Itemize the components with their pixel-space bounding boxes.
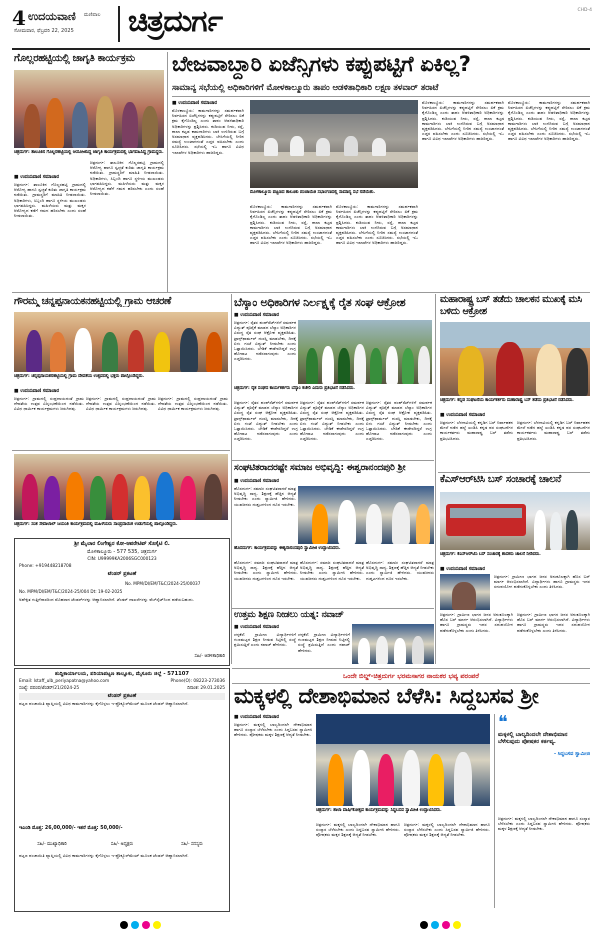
- bus-body-col1: ಚಿತ್ರದುರ್ಗ: ಬೆಳಗಾವಿಯಲ್ಲಿ ಕನ್ನಡಿಗ ಬಸ್ ನಿರ್ವಾಹಕನ ಮೇಲೆ ನಡೆದ ಹಲ್ಲೆ ಖಂಡಿಸಿ ಕನ್ನಡ ಪರ ಸಂಘಟನೆಗಳ ಕಾರ್ಯಕರ್ತರು ಮಹಾರಾಷ್ಟ್ರ ಬಸ್ ತಡೆದು ಪ್ರತಿಭಟಿಸಿದರು.: [440, 420, 513, 441]
- lead-body-col2: ಮೊಳಕಾಲ್ಮೂರು: ಕಾಮಗಾರಿಗಳನ್ನು ಸಮರ್ಪಕವಾಗಿ ನಿರ್ವಹಿಸದ ಏಜೆನ್ಸಿಗಳನ್ನು ಕಪ್ಪುಪಟ್ಟಿಗೆ ಸೇರಿಸಲು ಏಕೆ ಕ್ರಮ ಕೈಗೊಂಡಿಲ್ಲ ಎಂದು ತಾಪಂ ಆಡಳಿತಾಧಿಕಾರಿ ಅಧಿಕಾರಿಗಳನ್ನು ಪ್ರಶ್ನಿಸಿದರು. ಕುಡಿಯುವ ನೀರು, ರಸ್ತೆ, ಶಾಲಾ ಕಟ್ಟಡ ಕಾಮಗಾರಿಗಳು ಬಾಕಿ ಉಳಿದಿರುವ ಬಗ್ಗೆ ಅಸಮಾಧಾನ ವ್ಯಕ್ತಪಡಿಸಿದರು. ಬೇಸಿಗೆಯಲ್ಲಿ ನೀರಿನ ಸಮಸ್ಯೆ ಉಂಟಾಗದಂತೆ ಎಚ್ಚರ ವಹಿಸಬೇಕು ಎಂದು ಸೂಚಿಸಿದರು. ಸಭೆಯಲ್ಲಿ ಇಒ ಹಾಗೂ ವಿವಿಧ ಇಲಾಖೆಗಳ ಅಧಿಕಾರಿಗಳು ಹಾಜರಿದ್ದರು.: [250, 204, 332, 246]
- bottom-body-col1: ಚಿತ್ರದುರ್ಗ: ಮಕ್ಕಳಲ್ಲಿ ಬಾಲ್ಯದಿಂದಲೇ ದೇಶಾಭಿಮಾನ ಹಾಗೂ ಸಂಸ್ಕಾರ ಬೆಳೆಸಬೇಕು ಎಂದು ಸಿದ್ದಬಸವ ಸ್ವಾಮೀಜಿ ಹೇಳಿದರು. ಪೋಷಕರು ಮಕ್ಕಳ ಶಿಕ್ಷಣಕ್ಕೆ ಆದ್ಯತೆ ನೀಡಬೇಕು.: [234, 722, 312, 738]
- seer-body-col4: ಹೊಸದುರ್ಗ: ಸಮಾಜ ಸಂಘಟಿತರಾದರೆ ಮಾತ್ರ ಅಭಿವೃದ್ಧಿ ಸಾಧ್ಯ. ಶಿಕ್ಷಣಕ್ಕೆ ಹೆಚ್ಚಿನ ಆದ್ಯತೆ ನೀಡಬೇಕು ಎಂದು ಸ್ವಾಮೀಜಿ ಹೇಳಿದರು. ಯುವಜನರು ದುಶ್ಚಟಗಳಿಂದ ದೂರ ಇರಬೇಕು.: [366, 560, 434, 581]
- bus-service-body-col2: ಚಿತ್ರದುರ್ಗ: ಗ್ರಾಮೀಣ ಭಾಗದ ಜನರ ಅನುಕೂಲಕ್ಕಾಗಿ ಹೊಸ ಬಸ್ ಮಾರ್ಗ ಆರಂಭಿಸಲಾಗಿದೆ. ವಿದ್ಯಾರ್ಥಿಗಳು ಹಾಗೂ ಗ್ರಾಮಸ್ಥರು ಇದರ ಸದುಪಯೋಗ ಪಡೆದುಕೊಳ್ಳಬೇಕು ಎಂದು ತಿಳಿಸಿದರು.: [440, 612, 513, 633]
- farmers-byline: ■ ಉದಯವಾಣಿ ಸಮಾಚಾರ: [234, 313, 280, 318]
- seer-caption: ಹೊಸದುರ್ಗ: ಕಾರ್ಯಕ್ರಮವನ್ನು ಈಶ್ವರಾನಂದಪುರಿ ಸ್ವಾಮೀಜಿ ಉದ್ಘಾಟಿಸಿದರು.: [234, 546, 341, 551]
- left-top-headline: ಗೊಲ್ಲರಹಟ್ಟಿಯಲ್ಲಿ ಜಾಗೃತಿ ಕಾರ್ಯಕ್ರಮ: [14, 53, 135, 64]
- quote-author: - ಸಿದ್ದಬಸವ ಸ್ವಾಮೀಜಿ: [553, 750, 590, 757]
- bus-service-byline: ■ ಉದಯವಾಣಿ ಸಮಾಚಾರ: [440, 567, 486, 572]
- notice-one-sub: ಮೊಳಕಾಲ್ಮೂರು - 577 535, ಚಿತ್ರದುರ್ಗ: [87, 549, 157, 555]
- column-rule: [494, 714, 495, 908]
- education-headline: ಉತ್ತಮ ಶಿಕ್ಷಣ ನೀಡಲು ಯತ್ನ: ನವಾಜ್: [234, 610, 344, 620]
- lead-headline: ಬೇಜವಾಬ್ದಾರಿ ಏಜೆನ್ಸಿಗಳು ಕಪ್ಪುಪಟ್ಟಿಗೆ ಏಕಿಲ್ಲ?: [172, 52, 471, 76]
- bus-service-photo-2: [440, 574, 490, 610]
- bus-headline: ಮಹಾರಾಷ್ಟ್ರ ಬಸ್ ತಡೆದು ಚಾಲಕನ ಮುಖಕ್ಕೆ ಮಸಿ ಬಳಿದು ಆಕ್ರೋಶ: [440, 294, 582, 317]
- farmers-body-col1: ಚಿತ್ರದುರ್ಗ: ರೈತರ ಪಂಪ್‌ಸೆಟ್‌ಗಳಿಗೆ ಸಮರ್ಪಕ ವಿದ್ಯುತ್ ಪೂರೈಕೆ ಮಾಡದ ಬೆಸ್ಕಾಂ ಅಧಿಕಾರಿಗಳ ವಿರುದ್ಧ ರೈತ ಸಂಘ ಆಕ್ರೋಶ ವ್ಯಕ್ತಪಡಿಸಿತು. ಟ್ರಾನ್ಸ್‌ಫಾರ್ಮರ್ ದುರಸ್ತಿ ಮಾಡಬೇಕು, ದಿನಕ್ಕೆ ಏಳು ಗಂಟೆ ವಿದ್ಯುತ್ ನೀಡಬೇಕು ಎಂದು ಒತ್ತಾಯಿಸಿದರು. ಬೇಡಿಕೆ ಈಡೇರದಿದ್ದರೆ ಉಗ್ರ ಹೋರಾಟ ನಡೆಸಲಾಗುವುದು ಎಂದು ಎಚ್ಚರಿಸಿದರು.: [234, 320, 296, 362]
- education-body-col1: ಚಳ್ಳಕೆರೆ: ಗ್ರಾಮೀಣ ವಿದ್ಯಾರ್ಥಿಗಳಿಗೆ ಗುಣಮಟ್ಟದ ಶಿಕ್ಷಣ ನೀಡುವ ನಿಟ್ಟಿನಲ್ಲಿ ಸಂಸ್ಥೆ ಶ್ರಮಿಸುತ್ತಿದೆ ಎಂದು ನವಾಜ್ ಹೇಳಿದರು.: [234, 632, 296, 648]
- notice-two-title: ಶುದ್ದಿಕಾರ್ಯಾಲಯ, ಪರಿಯಾಪಟ್ಟಣ ತಾಲ್ಲೂಕು, ಮೈಸೂರು ಜಿಲ್ಲೆ - 571107: [55, 671, 189, 677]
- seer-headline: ಸಂಘಟಿತರಾದರಷ್ಟೇ ಸಮಾಜ ಅಭಿವೃದ್ಧಿ: ಈಶ್ವರಾನಂದಪುರಿ ಶ್ರೀ: [234, 462, 406, 473]
- tender-notice-one: [14, 538, 230, 666]
- lead-body-col4: ಮೊಳಕಾಲ್ಮೂರು: ಕಾಮಗಾರಿಗಳನ್ನು ಸಮರ್ಪಕವಾಗಿ ನಿರ್ವಹಿಸದ ಏಜೆನ್ಸಿಗಳನ್ನು ಕಪ್ಪುಪಟ್ಟಿಗೆ ಸೇರಿಸಲು ಏಕೆ ಕ್ರಮ ಕೈಗೊಂಡಿಲ್ಲ ಎಂದು ತಾಪಂ ಆಡಳಿತಾಧಿಕಾರಿ ಅಧಿಕಾರಿಗಳನ್ನು ಪ್ರಶ್ನಿಸಿದರು. ಕುಡಿಯುವ ನೀರು, ರಸ್ತೆ, ಶಾಲಾ ಕಟ್ಟಡ ಕಾಮಗಾರಿಗಳು ಬಾಕಿ ಉಳಿದಿರುವ ಬಗ್ಗೆ ಅಸಮಾಧಾನ ವ್ಯಕ್ತಪಡಿಸಿದರು. ಬೇಸಿಗೆಯಲ್ಲಿ ನೀರಿನ ಸಮಸ್ಯೆ ಉಂಟಾಗದಂತೆ ಎಚ್ಚರ ವಹಿಸಬೇಕು ಎಂದು ಸೂಚಿಸಿದರು. ಸಭೆಯಲ್ಲಿ ಇಒ ಹಾಗೂ ವಿವಿಧ ಇಲಾಖೆಗಳ ಅಧಿಕಾರಿಗಳು ಹಾಜರಿದ್ದರು.: [422, 100, 504, 142]
- notice-two-heading: ಟೆಂಡರ್ ಪ್ರಕಟಣೆ: [19, 693, 225, 700]
- masthead-rule: [12, 48, 590, 50]
- bus-caption: ಚಿತ್ರದುರ್ಗ: ಕನ್ನಡ ಸಂಘಟನೆಯ ಕಾರ್ಯಕರ್ತರು ಮಹಾರಾಷ್ಟ್ರ ಬಸ್ ತಡೆದು ಪ್ರತಿಭಟನೆ ನಡೆಸಿದರು.: [440, 398, 574, 403]
- column-rule: [167, 52, 168, 292]
- education-body-col2: ಚಳ್ಳಕೆರೆ: ಗ್ರಾಮೀಣ ವಿದ್ಯಾರ್ಥಿಗಳಿಗೆ ಗುಣಮಟ್ಟದ ಶಿಕ್ಷಣ ನೀಡುವ ನಿಟ್ಟಿನಲ್ಲಿ ಸಂಸ್ಥೆ ಶ್ರಮಿಸುತ್ತಿದೆ ಎಂದು ನವಾಜ್ ಹೇಳಿದರು.: [298, 632, 350, 653]
- notice-two-footer: ಪಟ್ಟಣ ಪಂಚಾಯಿತಿ ವ್ಯಾಪ್ತಿಯಲ್ಲಿ ವಿವಿಧ ಕಾಮಗಾರಿಗಳನ್ನು ಕೈಗೊಳ್ಳಲು ಇ-ಪ್ರೊಕ್ಯೂರ್‌ಮೆಂಟ್ ಮೂಲಕ ಟೆಂಡರ್ ಆಹ್ವಾನಿಸಲಾಗಿದೆ.: [19, 853, 189, 858]
- bus-service-photo: [440, 492, 590, 550]
- farmers-body-col4: ಚಿತ್ರದುರ್ಗ: ರೈತರ ಪಂಪ್‌ಸೆಟ್‌ಗಳಿಗೆ ಸಮರ್ಪಕ ವಿದ್ಯುತ್ ಪೂರೈಕೆ ಮಾಡದ ಬೆಸ್ಕಾಂ ಅಧಿಕಾರಿಗಳ ವಿರುದ್ಧ ರೈತ ಸಂಘ ಆಕ್ರೋಶ ವ್ಯಕ್ತಪಡಿಸಿತು. ಟ್ರಾನ್ಸ್‌ಫಾರ್ಮರ್ ದುರಸ್ತಿ ಮಾಡಬೇಕು, ದಿನಕ್ಕೆ ಏಳು ಗಂಟೆ ವಿದ್ಯುತ್ ನೀಡಬೇಕು ಎಂದು ಒತ್ತಾಯಿಸಿದರು. ಬೇಡಿಕೆ ಈಡೇರದಿದ್ದರೆ ಉಗ್ರ ಹೋರಾಟ ನಡೆಸಲಾಗುವುದು ಎಂದು ಎಚ್ಚರಿಸಿದರು.: [366, 400, 432, 442]
- notice-one-ref1: No. MPM/DI/EM/T&C/2024-25/00037: [125, 581, 201, 586]
- bus-photo: [440, 322, 590, 396]
- notice-two-sign-3: ಸಹಿ/- ಸದಸ್ಯರು: [181, 842, 203, 847]
- farmers-photo: [298, 320, 432, 384]
- lead-body-col5: ಮೊಳಕಾಲ್ಮೂರು: ಕಾಮಗಾರಿಗಳನ್ನು ಸಮರ್ಪಕವಾಗಿ ನಿರ್ವಹಿಸದ ಏಜೆನ್ಸಿಗಳನ್ನು ಕಪ್ಪುಪಟ್ಟಿಗೆ ಸೇರಿಸಲು ಏಕೆ ಕ್ರಮ ಕೈಗೊಂಡಿಲ್ಲ ಎಂದು ತಾಪಂ ಆಡಳಿತಾಧಿಕಾರಿ ಅಧಿಕಾರಿಗಳನ್ನು ಪ್ರಶ್ನಿಸಿದರು. ಕುಡಿಯುವ ನೀರು, ರಸ್ತೆ, ಶಾಲಾ ಕಟ್ಟಡ ಕಾಮಗಾರಿಗಳು ಬಾಕಿ ಉಳಿದಿರುವ ಬಗ್ಗೆ ಅಸಮಾಧಾನ ವ್ಯಕ್ತಪಡಿಸಿದರು. ಬೇಸಿಗೆಯಲ್ಲಿ ನೀರಿನ ಸಮಸ್ಯೆ ಉಂಟಾಗದಂತೆ ಎಚ್ಚರ ವಹಿಸಬೇಕು ಎಂದು ಸೂಚಿಸಿದರು. ಸಭೆಯಲ್ಲಿ ಇಒ ಹಾಗೂ ವಿವಿಧ ಇಲಾಖೆಗಳ ಅಧಿಕಾರಿಗಳು ಹಾಜರಿದ್ದರು.: [508, 100, 590, 142]
- notice-two-date: ದಿನಾಂಕ: 29.01.2025: [187, 686, 225, 691]
- bottom-body-col3: ಚಿತ್ರದುರ್ಗ: ಮಕ್ಕಳಲ್ಲಿ ಬಾಲ್ಯದಿಂದಲೇ ದೇಶಾಭಿಮಾನ ಹಾಗೂ ಸಂಸ್ಕಾರ ಬೆಳೆಸಬೇಕು ಎಂದು ಸಿದ್ದಬಸವ ಸ್ವಾಮೀಜಿ ಹೇಳಿದರು. ಪೋಷಕರು ಮಕ್ಕಳ ಶಿಕ್ಷಣಕ್ಕೆ ಆದ್ಯತೆ ನೀಡಬೇಕು.: [404, 822, 490, 838]
- right-rule-2: [438, 472, 590, 473]
- notice-one-signature: ಸಹಿ/- ಆಡಳಿತಾಧಿಕಾರಿ: [194, 654, 225, 659]
- notice-one-cin: CIN: U99999KA2006SGC000123: [87, 557, 157, 562]
- page-number: 4: [12, 6, 26, 30]
- bottom-byline: ■ ಉದಯವಾಣಿ ಸಮಾಚಾರ: [234, 715, 280, 720]
- quote-box: [498, 712, 590, 812]
- left-top-photo: [14, 70, 164, 148]
- farmers-body-col2: ಚಿತ್ರದುರ್ಗ: ರೈತರ ಪಂಪ್‌ಸೆಟ್‌ಗಳಿಗೆ ಸಮರ್ಪಕ ವಿದ್ಯುತ್ ಪೂರೈಕೆ ಮಾಡದ ಬೆಸ್ಕಾಂ ಅಧಿಕಾರಿಗಳ ವಿರುದ್ಧ ರೈತ ಸಂಘ ಆಕ್ರೋಶ ವ್ಯಕ್ತಪಡಿಸಿತು. ಟ್ರಾನ್ಸ್‌ಫಾರ್ಮರ್ ದುರಸ್ತಿ ಮಾಡಬೇಕು, ದಿನಕ್ಕೆ ಏಳು ಗಂಟೆ ವಿದ್ಯುತ್ ನೀಡಬೇಕು ಎಂದು ಒತ್ತಾಯಿಸಿದರು. ಬೇಡಿಕೆ ಈಡೇರದಿದ್ದರೆ ಉಗ್ರ ಹೋರಾಟ ನಡೆಸಲಾಗುವುದು ಎಂದು ಎಚ್ಚರಿಸಿದರು.: [234, 400, 298, 442]
- seer-byline: ■ ಉದಯವಾಣಿ ಸಮಾಚಾರ: [234, 479, 280, 484]
- seer-body-col1: ಹೊಸದುರ್ಗ: ಸಮಾಜ ಸಂಘಟಿತರಾದರೆ ಮಾತ್ರ ಅಭಿವೃದ್ಧಿ ಸಾಧ್ಯ. ಶಿಕ್ಷಣಕ್ಕೆ ಹೆಚ್ಚಿನ ಆದ್ಯತೆ ನೀಡಬೇಕು ಎಂದು ಸ್ವಾಮೀಜಿ ಹೇಳಿದರು. ಯುವಜನರು ದುಶ್ಚಟಗಳಿಂದ ದೂರ ಇರಬೇಕು.: [234, 486, 296, 507]
- chinnappa-caption: ಚಿತ್ರದುರ್ಗ: ಚನ್ನಪ್ಪನಾಯಕನಹಟ್ಟಿಯಲ್ಲಿ ಗ್ರಾಮ ದೇವತೆಯ ಉತ್ಸವದಲ್ಲಿ ಭಕ್ತರು ಪಾಲ್ಗೊಂಡಿದ್ದರು.: [14, 374, 145, 379]
- column-rule: [435, 294, 436, 308]
- section-rule-1: [12, 292, 590, 293]
- notice-two-sign-2: ಸಹಿ/- ಅಧ್ಯಕ್ಷರು: [110, 842, 134, 847]
- quote-text: ಮಕ್ಕಳಲ್ಲಿ ಬಾಲ್ಯದಿಂದಲೇ ದೇಶಾಭಿಮಾನ ಬೆಳೆಸುವುದು ಪೋಷಕರ ಕರ್ತವ್ಯ.: [498, 732, 568, 746]
- left-top-body: ಚಿತ್ರದುರ್ಗ: ತಾಲೂಕಿನ ಗೊಲ್ಲರಹಟ್ಟಿ ಗ್ರಾಮದಲ್ಲಿ ಆರೋಗ್ಯ ಹಾಗೂ ಸ್ವಚ್ಛತೆ ಕುರಿತು ಜಾಗೃತಿ ಕಾರ್ಯಕ್ರಮ ನಡೆಯಿತು. ಗ್ರಾಮಸ್ಥರಿಗೆ ಮಾಹಿತಿ ನೀಡಲಾಯಿತು. ಅಧಿಕಾರಿಗಳು, ಸಿಬ್ಬಂದಿ ಹಾಗೂ ಸ್ಥಳೀಯ ಮುಖಂಡರು ಭಾಗವಹಿಸಿದ್ದರು. ಮಹಿಳೆಯರು ಮತ್ತು ಮಕ್ಕಳ ಆರೋಗ್ಯದ ಕಡೆಗೆ ಗಮನ ಹರಿಸಬೇಕು ಎಂದು ಸಲಹೆ ನೀಡಲಾಯಿತು.: [14, 182, 86, 219]
- left-top-byline: ■ ಉದಯವಾಣಿ ಸಮಾಚಾರ: [14, 175, 60, 180]
- paper-name: ಉದಯವಾಣಿ: [28, 10, 76, 23]
- tender-notice-two: [14, 668, 230, 912]
- bottom-headline: ಮಕ್ಕಳಲ್ಲಿ ದೇಶಾಭಿಮಾನ ಬೆಳೆಸಿ: ಸಿದ್ದಬಸವ ಶ್ರೀ: [234, 684, 539, 708]
- masthead: [12, 6, 592, 46]
- notice-one-heading: ಟೆಂಡರ್ ಪ್ರಕಟಣೆ: [107, 571, 137, 577]
- edition-label: ಮಣಿಪಾಲ: [84, 12, 101, 18]
- seer-body-col2: ಹೊಸದುರ್ಗ: ಸಮಾಜ ಸಂಘಟಿತರಾದರೆ ಮಾತ್ರ ಅಭಿವೃದ್ಧಿ ಸಾಧ್ಯ. ಶಿಕ್ಷಣಕ್ಕೆ ಹೆಚ್ಚಿನ ಆದ್ಯತೆ ನೀಡಬೇಕು ಎಂದು ಸ್ವಾಮೀಜಿ ಹೇಳಿದರು. ಯುವಜನರು ದುಶ್ಚಟಗಳಿಂದ ದೂರ ಇರಬೇಕು.: [234, 560, 298, 581]
- center-rule-2: [232, 460, 434, 461]
- notice-two-phone: Phone(O): 08223-273036: [170, 679, 225, 684]
- bottom-body-col2: ಚಿತ್ರದುರ್ಗ: ಮಕ್ಕಳಲ್ಲಿ ಬಾಲ್ಯದಿಂದಲೇ ದೇಶಾಭಿಮಾನ ಹಾಗೂ ಸಂಸ್ಕಾರ ಬೆಳೆಸಬೇಕು ಎಂದು ಸಿದ್ದಬಸವ ಸ್ವಾಮೀಜಿ ಹೇಳಿದರು. ಪೋಷಕರು ಮಕ್ಕಳ ಶಿಕ್ಷಣಕ್ಕೆ ಆದ್ಯತೆ ನೀಡಬೇಕು.: [316, 822, 400, 838]
- notice-two-body: ಪಟ್ಟಣ ಪಂಚಾಯಿತಿ ವ್ಯಾಪ್ತಿಯಲ್ಲಿ ವಿವಿಧ ಕಾಮಗಾರಿಗಳನ್ನು ಕೈಗೊಳ್ಳಲು ಇ-ಪ್ರೊಕ್ಯೂರ್‌ಮೆಂಟ್ ಮೂಲಕ ಟೆಂಡರ್ ಆಹ್ವಾನಿಸಲಾಗಿದೆ.: [19, 701, 189, 706]
- banner-strip-text: ಒಂದೇ ಬಿಲ್ಡ್-ಚಿತ್ರದುರ್ಗ ಭರಮಸಾಗರ ನಾಯಕರ ಭವ್ಯ ಪರಂಪರೆ: [342, 672, 480, 680]
- lead-subhead: ಸಾಮಾನ್ಯ ಸಭೆಯಲ್ಲಿ ಅಧಿಕಾರಿಗಳಿಗೆ ಮೋಳಕಾಲ್ಮೂರು ತಾಪಂ ಆಡಳಿತಾಧಿಕಾರಿ ಲಕ್ಷ್ಮಣ ತಳವಾರ್ ತರಾಟೆ: [172, 82, 439, 92]
- lead-body-col1: ಮೊಳಕಾಲ್ಮೂರು: ಕಾಮಗಾರಿಗಳನ್ನು ಸಮರ್ಪಕವಾಗಿ ನಿರ್ವಹಿಸದ ಏಜೆನ್ಸಿಗಳನ್ನು ಕಪ್ಪುಪಟ್ಟಿಗೆ ಸೇರಿಸಲು ಏಕೆ ಕ್ರಮ ಕೈಗೊಂಡಿಲ್ಲ ಎಂದು ತಾಪಂ ಆಡಳಿತಾಧಿಕಾರಿ ಅಧಿಕಾರಿಗಳನ್ನು ಪ್ರಶ್ನಿಸಿದರು. ಕುಡಿಯುವ ನೀರು, ರಸ್ತೆ, ಶಾಲಾ ಕಟ್ಟಡ ಕಾಮಗಾರಿಗಳು ಬಾಕಿ ಉಳಿದಿರುವ ಬಗ್ಗೆ ಅಸಮಾಧಾನ ವ್ಯಕ್ತಪಡಿಸಿದರು. ಬೇಸಿಗೆಯಲ್ಲಿ ನೀರಿನ ಸಮಸ್ಯೆ ಉಂಟಾಗದಂತೆ ಎಚ್ಚರ ವಹಿಸಬೇಕು ಎಂದು ಸೂಚಿಸಿದರು. ಸಭೆಯಲ್ಲಿ ಇಒ ಹಾಗೂ ವಿವಿಧ ಇಲಾಖೆಗಳ ಅಧಿಕಾರಿಗಳು ಹಾಜರಿದ್ದರು.: [172, 108, 244, 155]
- date-line: ಸೋಮವಾರ, ಫೆಬ್ರವರಿ 22, 2025: [14, 28, 74, 34]
- center-rule-3: [232, 608, 434, 609]
- quote-mark-icon: ❝: [498, 712, 508, 733]
- lead-rule: [172, 96, 590, 97]
- education-photo: [352, 624, 434, 664]
- masthead-divider: [118, 6, 120, 42]
- notice-two-ref: ಸಂಖ್ಯೆ: ಪಪಂಪ/ಟೆಂಡರ್/21/2024-25: [19, 686, 80, 691]
- lead-byline: ■ ಉದಯವಾಣಿ ಸಮಾಚಾರ: [172, 101, 218, 106]
- notice-two-email: Email: lstaff_ulb_periyapatna@yahoo.com: [19, 679, 110, 684]
- farmers-caption: ಚಿತ್ರದುರ್ಗ: ರೈತ ಸಂಘದ ಕಾರ್ಯಕರ್ತರು ಬೆಸ್ಕಾಂ ಕಚೇರಿ ಎದುರು ಪ್ರತಿಭಟನೆ ನಡೆಸಿದರು.: [234, 386, 355, 391]
- chinnappa-byline: ■ ಉದಯವಾಣಿ ಸಮಾಚಾರ: [14, 389, 60, 394]
- bus-service-caption: ಚಿತ್ರದುರ್ಗ: ಕೆಎಸ್‌ಆರ್‌ಟಿಸಿ ಬಸ್ ಸಂಚಾರಕ್ಕೆ ಶಾಸಕರು ಚಾಲನೆ ನೀಡಿದರು.: [440, 552, 541, 557]
- notice-one-body: ಅಪೇಕ್ಷಿತ ಗುತ್ತಿಗೆದಾರರಿಂದ ಮೊಹರಾದ ಟೆಂಡರ್‌ಗಳನ್ನು ಆಹ್ವಾನಿಸಲಾಗಿದೆ. ಟೆಂಡರ್ ದಾಖಲೆಗಳನ್ನು ವೆಬ್‌ಸೈಟ್‌ನಿಂದ ಪಡೆಯಬಹುದು.: [19, 597, 195, 602]
- column-rule: [435, 308, 436, 664]
- chinnappa-headline: ಗೌರಮ್ಮ ಚನ್ನಪ್ಪನಾಯಕನಹಟ್ಟಿಯಲ್ಲಿ ಗ್ರಾಮ ಆಚರಣೆ: [14, 296, 171, 307]
- chinnappa-photo: [14, 312, 228, 372]
- notice-one-title: ಶ್ರೀ ಮೈಲಾರ ಲಿಂಗೇಶ್ವರ ಕೋ-ಆಪರೇಟಿವ್ ಸೊಸೈಟಿ ಲಿ.: [74, 541, 170, 547]
- bus-service-headline: ಕೆಎಸ್‌ಆರ್‌ಟಿಸಿ ಬಸ್ ಸಂಚಾರಕ್ಕೆ ಚಾಲನೆ: [440, 474, 561, 485]
- bottom-caption: ಚಿತ್ರದುರ್ಗ: ಶಾಲಾ ವಾರ್ಷಿಕೋತ್ಸವ ಕಾರ್ಯಕ್ರಮವನ್ನು ಸಿದ್ದಬಸವ ಸ್ವಾಮೀಜಿ ಉದ್ಘಾಟಿಸಿದರು.: [316, 808, 442, 813]
- farmers-body-col3: ಚಿತ್ರದುರ್ಗ: ರೈತರ ಪಂಪ್‌ಸೆಟ್‌ಗಳಿಗೆ ಸಮರ್ಪಕ ವಿದ್ಯುತ್ ಪೂರೈಕೆ ಮಾಡದ ಬೆಸ್ಕಾಂ ಅಧಿಕಾರಿಗಳ ವಿರುದ್ಧ ರೈತ ಸಂಘ ಆಕ್ರೋಶ ವ್ಯಕ್ತಪಡಿಸಿತು. ಟ್ರಾನ್ಸ್‌ಫಾರ್ಮರ್ ದುರಸ್ತಿ ಮಾಡಬೇಕು, ದಿನಕ್ಕೆ ಏಳು ಗಂಟೆ ವಿದ್ಯುತ್ ನೀಡಬೇಕು ಎಂದು ಒತ್ತಾಯಿಸಿದರು. ಬೇಡಿಕೆ ಈಡೇರದಿದ್ದರೆ ಉಗ್ರ ಹೋರಾಟ ನಡೆಸಲಾಗುವುದು ಎಂದು ಎಚ್ಚರಿಸಿದರು.: [300, 400, 364, 442]
- lead-caption: ಮೊಳಕಾಲ್ಮೂರು ಪಟ್ಟಣದ ತಾಲೂಕು ಪಂಚಾಯಿತಿ ಸಭಾಂಗಣದಲ್ಲಿ ಸಾಮಾನ್ಯ ಸಭೆ ನಡೆಯಿತು.: [250, 190, 375, 195]
- left-rule-2: [12, 450, 230, 451]
- chinnappa-body-col1: ಚಿತ್ರದುರ್ಗ: ಗ್ರಾಮದಲ್ಲಿ ಸಂಪ್ರದಾಯದಂತೆ ಗ್ರಾಮ ದೇವತೆಯ ಉತ್ಸವ ವಿಜೃಂಭಣೆಯಿಂದ ನಡೆಯಿತು. ವಿವಿಧ ಧಾರ್ಮಿಕ ಕಾರ್ಯಕ್ರಮಗಳು ಜರುಗಿದವು.: [14, 396, 84, 412]
- chinnappa-body-col3: ಚಿತ್ರದುರ್ಗ: ಗ್ರಾಮದಲ್ಲಿ ಸಂಪ್ರದಾಯದಂತೆ ಗ್ರಾಮ ದೇವತೆಯ ಉತ್ಸವ ವಿಜೃಂಭಣೆಯಿಂದ ನಡೆಯಿತು. ವಿವಿಧ ಧಾರ್ಮಿಕ ಕಾರ್ಯಕ್ರಮಗಳು ಜರುಗಿದವು.: [158, 396, 228, 412]
- notice-two-sign-1: ಸಹಿ/- ಮುಖ್ಯಾಧಿಕಾರಿ: [37, 842, 67, 847]
- bottom-body-col4: ಚಿತ್ರದುರ್ಗ: ಮಕ್ಕಳಲ್ಲಿ ಬಾಲ್ಯದಿಂದಲೇ ದೇಶಾಭಿಮಾನ ಹಾಗೂ ಸಂಸ್ಕಾರ ಬೆಳೆಸಬೇಕು ಎಂದು ಸಿದ್ದಬಸವ ಸ್ವಾಮೀಜಿ ಹೇಳಿದರು. ಪೋಷಕರು ಮಕ್ಕಳ ಶಿಕ್ಷಣಕ್ಕೆ ಆದ್ಯತೆ ನೀಡಬೇಕು.: [498, 816, 590, 832]
- bottom-photo: [316, 714, 490, 806]
- notice-one-phone: Phone: +919448218708: [19, 564, 72, 569]
- banner-strip: [232, 668, 590, 684]
- lead-body-col3: ಮೊಳಕಾಲ್ಮೂರು: ಕಾಮಗಾರಿಗಳನ್ನು ಸಮರ್ಪಕವಾಗಿ ನಿರ್ವಹಿಸದ ಏಜೆನ್ಸಿಗಳನ್ನು ಕಪ್ಪುಪಟ್ಟಿಗೆ ಸೇರಿಸಲು ಏಕೆ ಕ್ರಮ ಕೈಗೊಂಡಿಲ್ಲ ಎಂದು ತಾಪಂ ಆಡಳಿತಾಧಿಕಾರಿ ಅಧಿಕಾರಿಗಳನ್ನು ಪ್ರಶ್ನಿಸಿದರು. ಕುಡಿಯುವ ನೀರು, ರಸ್ತೆ, ಶಾಲಾ ಕಟ್ಟಡ ಕಾಮಗಾರಿಗಳು ಬಾಕಿ ಉಳಿದಿರುವ ಬಗ್ಗೆ ಅಸಮಾಧಾನ ವ್ಯಕ್ತಪಡಿಸಿದರು. ಬೇಸಿಗೆಯಲ್ಲಿ ನೀರಿನ ಸಮಸ್ಯೆ ಉಂಟಾಗದಂತೆ ಎಚ್ಚರ ವಹಿಸಬೇಕು ಎಂದು ಸೂಚಿಸಿದರು. ಸಭೆಯಲ್ಲಿ ಇಒ ಹಾಗೂ ವಿವಿಧ ಇಲಾಖೆಗಳ ಅಧಿಕಾರಿಗಳು ಹಾಜರಿದ್ದರು.: [336, 204, 418, 246]
- notice-one-ref2: No. MPM/DI/EM/T&C/2024-25/004 Dt: 19-02-2025: [19, 589, 123, 594]
- corner-code: CHD-4: [577, 8, 592, 13]
- notice-two-emd: ಇಎಂಡಿ ಮೊತ್ತ: 26,00,000/- ಇತರೆ ಮೊತ್ತ: 50,000/-: [19, 826, 123, 831]
- registration-marks: [420, 914, 464, 933]
- farmers-headline: ಬೆಸ್ಕಾಂ ಅಧಿಕಾರಿಗಳ ನಿರ್ಲಕ್ಷ್ಯಕ್ಕೆ ರೈತ ಸಂಘ ಆಕ್ರೋಶ: [234, 296, 406, 309]
- left-third-caption: ಚಿತ್ರದುರ್ಗ: ಸಂತ ಸೇವಾಲಾಲ್ ಜಯಂತಿ ಕಾರ್ಯಕ್ರಮದಲ್ಲಿ ಮಹಿಳೆಯರು ಸಾಂಪ್ರದಾಯಿಕ ಉಡುಗೆಯಲ್ಲಿ ಪಾಲ್ಗೊಂಡಿದ್ದರು.: [14, 522, 178, 527]
- seer-photo: [298, 486, 434, 544]
- left-top-body-col2: ಚಿತ್ರದುರ್ಗ: ತಾಲೂಕಿನ ಗೊಲ್ಲರಹಟ್ಟಿ ಗ್ರಾಮದಲ್ಲಿ ಆರೋಗ್ಯ ಹಾಗೂ ಸ್ವಚ್ಛತೆ ಕುರಿತು ಜಾಗೃತಿ ಕಾರ್ಯಕ್ರಮ ನಡೆಯಿತು. ಗ್ರಾಮಸ್ಥರಿಗೆ ಮಾಹಿತಿ ನೀಡಲಾಯಿತು. ಅಧಿಕಾರಿಗಳು, ಸಿಬ್ಬಂದಿ ಹಾಗೂ ಸ್ಥಳೀಯ ಮುಖಂಡರು ಭಾಗವಹಿಸಿದ್ದರು. ಮಹಿಳೆಯರು ಮತ್ತು ಮಕ್ಕಳ ಆರೋಗ್ಯದ ಕಡೆಗೆ ಗಮನ ಹರಿಸಬೇಕು ಎಂದು ಸಲಹೆ ನೀಡಲಾಯಿತು.: [90, 160, 164, 197]
- bus-byline: ■ ಉದಯವಾಣಿ ಸಮಾಚಾರ: [440, 413, 486, 418]
- registration-marks: [120, 914, 164, 933]
- bus-body-col2: ಚಿತ್ರದುರ್ಗ: ಬೆಳಗಾವಿಯಲ್ಲಿ ಕನ್ನಡಿಗ ಬಸ್ ನಿರ್ವಾಹಕನ ಮೇಲೆ ನಡೆದ ಹಲ್ಲೆ ಖಂಡಿಸಿ ಕನ್ನಡ ಪರ ಸಂಘಟನೆಗಳ ಕಾರ್ಯಕರ್ತರು ಮಹಾರಾಷ್ಟ್ರ ಬಸ್ ತಡೆದು ಪ್ರತಿಭಟಿಸಿದರು.: [517, 420, 590, 441]
- bus-service-body-col3: ಚಿತ್ರದುರ್ಗ: ಗ್ರಾಮೀಣ ಭಾಗದ ಜನರ ಅನುಕೂಲಕ್ಕಾಗಿ ಹೊಸ ಬಸ್ ಮಾರ್ಗ ಆರಂಭಿಸಲಾಗಿದೆ. ವಿದ್ಯಾರ್ಥಿಗಳು ಹಾಗೂ ಗ್ರಾಮಸ್ಥರು ಇದರ ಸದುಪಯೋಗ ಪಡೆದುಕೊಳ್ಳಬೇಕು ಎಂದು ತಿಳಿಸಿದರು.: [517, 612, 590, 633]
- education-byline: ■ ಉದಯವಾಣಿ ಸಮಾಚಾರ: [234, 625, 280, 630]
- bus-service-body-col1: ಚಿತ್ರದುರ್ಗ: ಗ್ರಾಮೀಣ ಭಾಗದ ಜನರ ಅನುಕೂಲಕ್ಕಾಗಿ ಹೊಸ ಬಸ್ ಮಾರ್ಗ ಆರಂಭಿಸಲಾಗಿದೆ. ವಿದ್ಯಾರ್ಥಿಗಳು ಹಾಗೂ ಗ್ರಾಮಸ್ಥರು ಇದರ ಸದುಪಯೋಗ ಪಡೆದುಕೊಳ್ಳಬೇಕು ಎಂದು ತಿಳಿಸಿದರು.: [494, 574, 590, 590]
- left-third-photo: [14, 454, 228, 520]
- left-top-caption: ಚಿತ್ರದುರ್ಗ: ತಾಲೂಕಿನ ಗೊಲ್ಲರಹಟ್ಟಿಯಲ್ಲಿ ಆಯೋಜಿಸಿದ್ದ ಜಾಗೃತಿ ಕಾರ್ಯಕ್ರಮದಲ್ಲಿ ಭಾಗವಹಿಸಿದ್ದ ಗ್ರಾಮಸ್ಥರು.: [14, 150, 164, 155]
- chinnappa-body-col2: ಚಿತ್ರದುರ್ಗ: ಗ್ರಾಮದಲ್ಲಿ ಸಂಪ್ರದಾಯದಂತೆ ಗ್ರಾಮ ದೇವತೆಯ ಉತ್ಸವ ವಿಜೃಂಭಣೆಯಿಂದ ನಡೆಯಿತು. ವಿವಿಧ ಧಾರ್ಮಿಕ ಕಾರ್ಯಕ್ರಮಗಳು ಜರುಗಿದವು.: [86, 396, 156, 412]
- lead-photo: [250, 100, 418, 188]
- section-title: ಚಿತ್ರದುರ್ಗ: [128, 4, 223, 39]
- seer-body-col3: ಹೊಸದುರ್ಗ: ಸಮಾಜ ಸಂಘಟಿತರಾದರೆ ಮಾತ್ರ ಅಭಿವೃದ್ಧಿ ಸಾಧ್ಯ. ಶಿಕ್ಷಣಕ್ಕೆ ಹೆಚ್ಚಿನ ಆದ್ಯತೆ ನೀಡಬೇಕು ಎಂದು ಸ್ವಾಮೀಜಿ ಹೇಳಿದರು. ಯುವಜನರು ದುಶ್ಚಟಗಳಿಂದ ದೂರ ಇರಬೇಕು.: [300, 560, 364, 581]
